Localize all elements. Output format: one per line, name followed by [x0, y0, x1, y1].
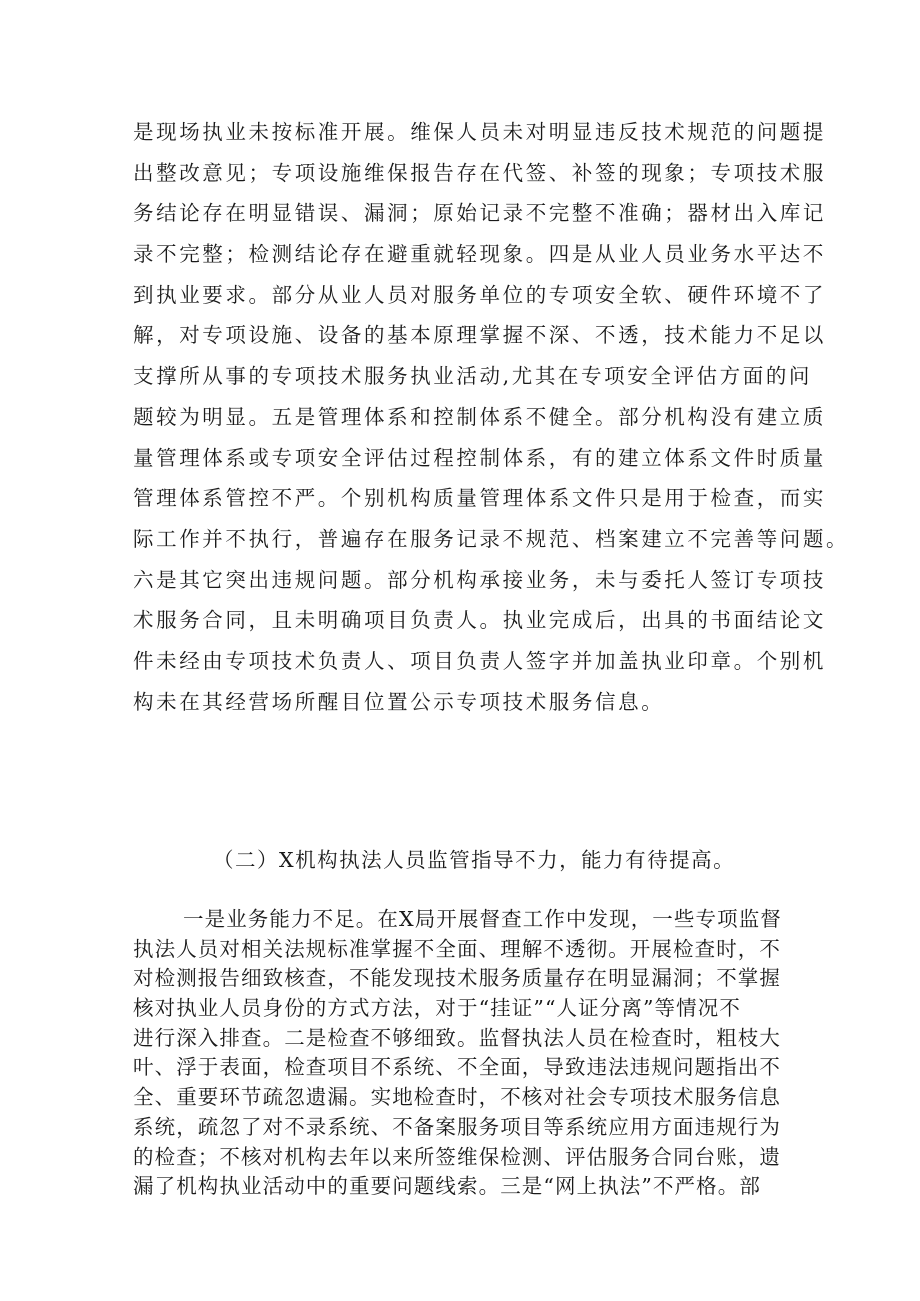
paragraph-line-text: 一是业务能力不足。在X局开展督查工作中发现，一些专项监督 [183, 907, 782, 931]
paragraph-line: 全、重要环节疏忽遗漏。实地检查时，不核对社会专项技术服务信息 [133, 1085, 781, 1110]
paragraph-line: 量管理体系或专项安全评估过程控制体系，有的建立体系文件时质量 [133, 445, 826, 470]
paragraph-1 [133, 112, 850, 722]
section-heading-text: （二）X机构执法人员监管指导不力，能力有待提高。 [213, 848, 736, 872]
paragraph-line: 构未在其经营场所醒目位置公示专项技术服务信息。 [133, 689, 665, 714]
paragraph-line: 出整改意见；专项设施维保报告存在代签、补签的现象；专项技术服 [133, 160, 826, 185]
paragraph-line: 解，对专项设施、设备的基本原理掌握不深、不透，技术能力不足以 [133, 323, 826, 348]
paragraph-line: 际工作并不执行，普遍存在服务记录不规范、档案建立不完善等问题。 [133, 526, 850, 551]
paragraph-line: 系统，疏忽了对不录系统、不备案服务项目等系统应用方面违规行为 [133, 1114, 781, 1139]
paragraph-line: 漏了机构执业活动中的重要问题线索。三是“网上执法”不严格。部 [133, 1174, 761, 1199]
paragraph-line: 核对执业人员身份的方式方法，对于“挂证”“人证分离”等情况不 [133, 996, 741, 1021]
paragraph-line: 到执业要求。部分从业人员对服务单位的专项安全软、硬件环境不了 [133, 282, 826, 307]
paragraph-line: 对检测报告细致核查，不能发现技术服务质量存在明显漏洞；不掌握 [133, 966, 781, 991]
paragraph-line: 的检查；不核对机构去年以来所签维保检测、评估服务合同台账，遗 [133, 1144, 781, 1169]
paragraph-line: 件未经由专项技术负责人、项目负责人签字并加盖执业印章。个别机 [133, 648, 826, 673]
paragraph-line: 执法人员对相关法规标准掌握不全面、理解不透彻。开展检查时，不 [133, 936, 781, 961]
paragraph-line: 务结论存在明显错误、漏洞；原始记录不完整不准确；器材出入库记 [133, 201, 826, 226]
paragraph-2 [133, 905, 793, 1202]
paragraph-line [133, 905, 793, 935]
paragraph-line: 叶、浮于表面，检查项目不系统、不全面，导致违法违规问题指出不 [133, 1055, 781, 1080]
paragraph-line: 管理体系管控不严。个别机构质量管理体系文件只是用于检查，而实 [133, 486, 826, 511]
paragraph-line: 术服务合同，且未明确项目负责人。执业完成后，出具的书面结论文 [133, 608, 826, 633]
paragraph-line: 支撑所从事的专项技术服务执业活动,尤其在专项安全评估方面的问 [133, 364, 813, 389]
section-heading [133, 845, 793, 875]
paragraph-line: 是现场执业未按标准开展。维保人员未对明显违反技术规范的问题提 [133, 120, 826, 144]
paragraph-line: 进行深入排查。二是检查不够细致。监督执法人员在检查时，粗枝大 [133, 1025, 781, 1050]
paragraph-line: 录不完整；检测结论存在避重就轻现象。四是从业人员业务水平达不 [133, 242, 826, 267]
paragraph-line: 六是其它突出违规问题。部分机构承接业务，未与委托人签订专项技 [133, 567, 826, 592]
paragraph-line: 题较为明显。五是管理体系和控制体系不健全。部分机构没有建立质 [133, 404, 826, 429]
